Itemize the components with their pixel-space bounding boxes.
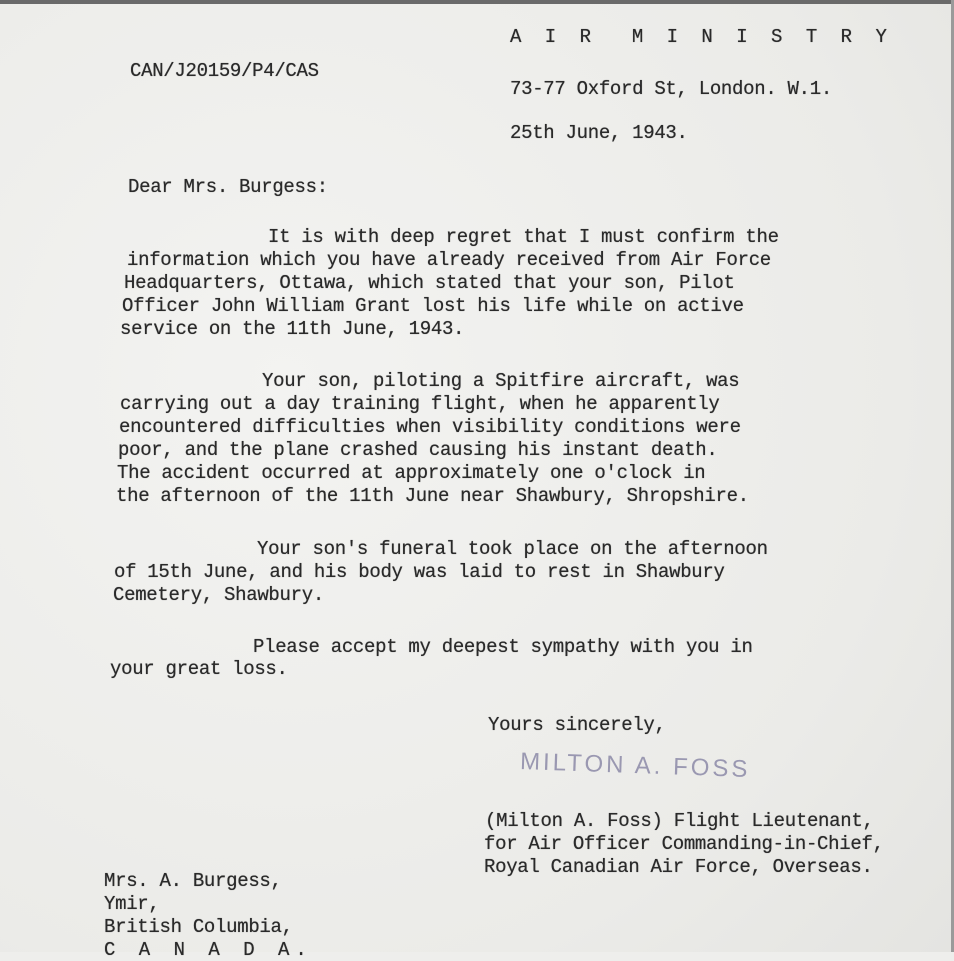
letter-date: 25th June, 1943. [510, 122, 688, 144]
text-line: Cemetery, Shawbury. [113, 584, 324, 606]
text-line: your great loss. [110, 658, 288, 680]
signature-stamp: MILTON A. FOSS [519, 747, 751, 784]
text-line: Your son, piloting a Spitfire aircraft, was [262, 370, 740, 392]
text-line: of 15th June, and his body was laid to rest in Shawbury [114, 561, 725, 583]
text-line: Headquarters, Ottawa, which stated that your son, Pilot [124, 272, 735, 294]
reference-number: CAN/J20159/P4/CAS [130, 60, 319, 82]
text-line: carrying out a day training flight, when he apparently [120, 393, 720, 415]
recipient-line: Ymir, [104, 893, 160, 915]
signatory-line: Royal Canadian Air Force, Overseas. [484, 856, 873, 878]
salutation: Dear Mrs. Burgess: [128, 176, 328, 198]
text-line: information which you have already received from Air Force [127, 249, 771, 271]
page-top-edge [0, 0, 954, 4]
letterhead-address: 73-77 Oxford St, London. W.1. [510, 78, 832, 100]
text-line: poor, and the plane crashed causing his instant death. [118, 439, 718, 461]
signatory-line: (Milton A. Foss) Flight Lieutenant, [485, 810, 874, 832]
recipient-line: Mrs. A. Burgess, [104, 870, 282, 892]
recipient-line: C A N A D A. [104, 939, 313, 961]
signatory-line: for Air Officer Commanding-in-Chief, [484, 833, 884, 855]
closing: Yours sincerely, [488, 714, 666, 736]
text-line: encountered difficulties when visibility conditions were [119, 416, 741, 438]
text-line: The accident occurred at approximately one o'clock in [117, 462, 706, 484]
letterhead-organization: A I R M I N I S T R Y [510, 26, 893, 48]
recipient-line: British Columbia, [104, 916, 293, 938]
text-line: It is with deep regret that I must confirm the [268, 226, 779, 248]
text-line: Officer John William Grant lost his life while on active [122, 295, 744, 317]
text-line: Please accept my deepest sympathy with you in [253, 636, 753, 658]
text-line: Your son's funeral took place on the afternoon [257, 538, 768, 560]
text-line: the afternoon of the 11th June near Shawbury, Shropshire. [116, 485, 749, 507]
text-line: service on the 11th June, 1943. [120, 318, 465, 340]
